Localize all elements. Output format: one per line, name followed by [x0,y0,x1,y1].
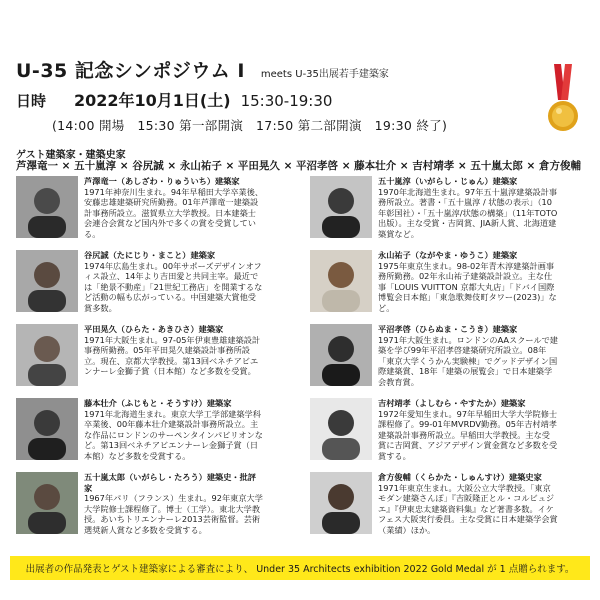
portrait-photo [310,472,372,534]
person-bio: 1971年東京生まれ。大阪公立大学教授。「東京モダン建築さんぽ」『吉阪隆正とル・コルビュジエ』『伊東忠太建築資料集』など著書多数。イケフェス大阪実行委員。主な受賞に日本建築学会賞（業績）ほか。 [378,482,558,535]
person-name: 永山祐子（ながやま・ゆうこ）建築家 [378,250,518,260]
medal-icon [546,64,580,136]
title-row [16,56,389,83]
person-bio: 1974年広島生まれ。00年サポーズデザインオフィス設立、14年より吉田愛と共同主宰。最近では「絶景不動産」「21世紀工務店」を開業するなど活動の幅も広がっている。中国建築大賞他受賞多数。 [84,260,263,313]
portrait-photo [310,324,372,386]
person-name: 五十嵐太郎（いがらし・たろう）建築史・批評家 [84,472,256,493]
person-bio: 1967年パリ（フランス）生まれ。92年東京大学大学院修士課程修了。博士（工学）。東北大学教授。あいちトリエンナーレ2013芸術監督。芸術選奨新人賞など多数を受賞する。 [84,493,263,535]
person-bio: 1971年大阪生まれ。ロンドンのAAスクールで建築を学び99年平沼孝啓建築研究所設立。08年「東京大学くうかん実験棟」でグッドデザイン国際建築賞、18年「建築の展覧会」で日本建築学会教育賞。 [378,334,558,387]
portrait-photo [310,250,372,312]
guests-label: ゲスト建築家・建築史家 [16,150,126,161]
date-label: 日時 [16,92,47,110]
person-name: 倉方俊輔（くらかた・しゅんすけ）建築史家 [378,472,542,482]
portrait-photo [16,398,78,460]
guests-list: 芦澤竜一 × 五十嵐淳 × 谷尻誠 × 永山祐子 × 平田晃久 × 平沼孝啓 × 藤本壮介 × 吉村靖孝 × 五十嵐太郎 × 倉方俊輔 [16,160,581,172]
person-bio: 1971年北海道生まれ。東京大学工学部建築学科卒業後、00年藤本壮介建築設計事務所設立。主な作品にロンドンのサーペンタインパビリオンなど。第13回ベネチアビエンナーレ金獅子賞（日本館）など多数を受賞する。 [84,408,263,461]
person-bio: 1971年大阪生まれ。97-05年伊東豊雄建築設計事務所勤務。05年平田晃久建築設計事務所設立。現在、京都大学教授。第13回ベネチアビエンナーレ金獅子賞（日本館）など多数を受賞。 [84,334,261,377]
portrait-photo [310,398,372,460]
portrait-photo [16,472,78,534]
person-bio: 1971年神奈川生まれ。94年早稲田大学卒業後、安藤忠雄建築研究所勤務。01年芦澤竜一建築設計事務所設立。滋賀県立大学教授。日本建築士会連合会賞など国内外で多くの賞を受賞している。 [84,186,264,239]
person-bio: 1970年北海道生まれ。97年五十嵐淳建築設計事務所設立。著書・「五十嵐淳 / 状態の表示」（10年彰国社）・「五十嵐淳/状態の構築」（11年TOTO出版）。主な受賞・吉岡賞、JIA新人賞、北海道建築賞など。 [378,186,558,239]
meets-subtitle: meets U-35出展若手建築家 [260,69,389,80]
date-row [16,88,332,111]
footer-text: 出展者の作品発表とゲスト建築家による審査により、 Under 35 Architects exhibition 2022 Gold Medal が 1 点贈られます。 [25,564,575,575]
portrait-photo [310,176,372,238]
person-name: 谷尻誠（たにじり・まこと）建築家 [84,250,216,260]
footer-banner [10,556,590,580]
person-name: 吉村靖孝（よしむら・やすたか）建築家 [378,398,526,408]
person-name: 平沼孝啓（ひらぬま・こうき）建築家 [378,324,518,334]
person-name: 五十嵐淳（いがらし・じゅん）建築家 [378,176,518,186]
person-name: 平田晃久（ひらた・あきひさ）建築家 [84,324,224,334]
person-name: 芦澤竜一（あしざわ・りゅういち）建築家 [84,176,240,186]
page-title: U-35 記念シンポジウム Ⅰ [16,60,245,82]
portrait-photo [16,176,78,238]
person-name: 藤本壮介（ふじもと・そうすけ）建築家 [84,398,232,408]
event-time: 15:30-19:30 [240,92,333,110]
schedule: (14:00 開場 15:30 第一部開演 17:50 第二部開演 19:30 終了) [52,118,448,133]
person-bio: 1975年東京生まれ。98-02年青木淳建築計画事務所勤務。02年永山祐子建築設計設立。主な仕事「LOUIS VUITTON 京都大丸店」「ドバイ国際博覧会日本館」「東急歌舞伎町タワー(2023)」など。 [378,260,557,313]
portrait-photo [16,324,78,386]
portrait-photo [16,250,78,312]
event-date: 2022年10月1日(土) [74,91,231,110]
person-bio: 1972年愛知生まれ。97年早稲田大学大学院修士課程修了。99-01年MVRDV勤務。05年吉村靖孝建築設計事務所設立。早稲田大学教授。主な受賞に吉岡賞、アジアデザイン賞金賞など多数を受賞する。 [378,408,558,461]
